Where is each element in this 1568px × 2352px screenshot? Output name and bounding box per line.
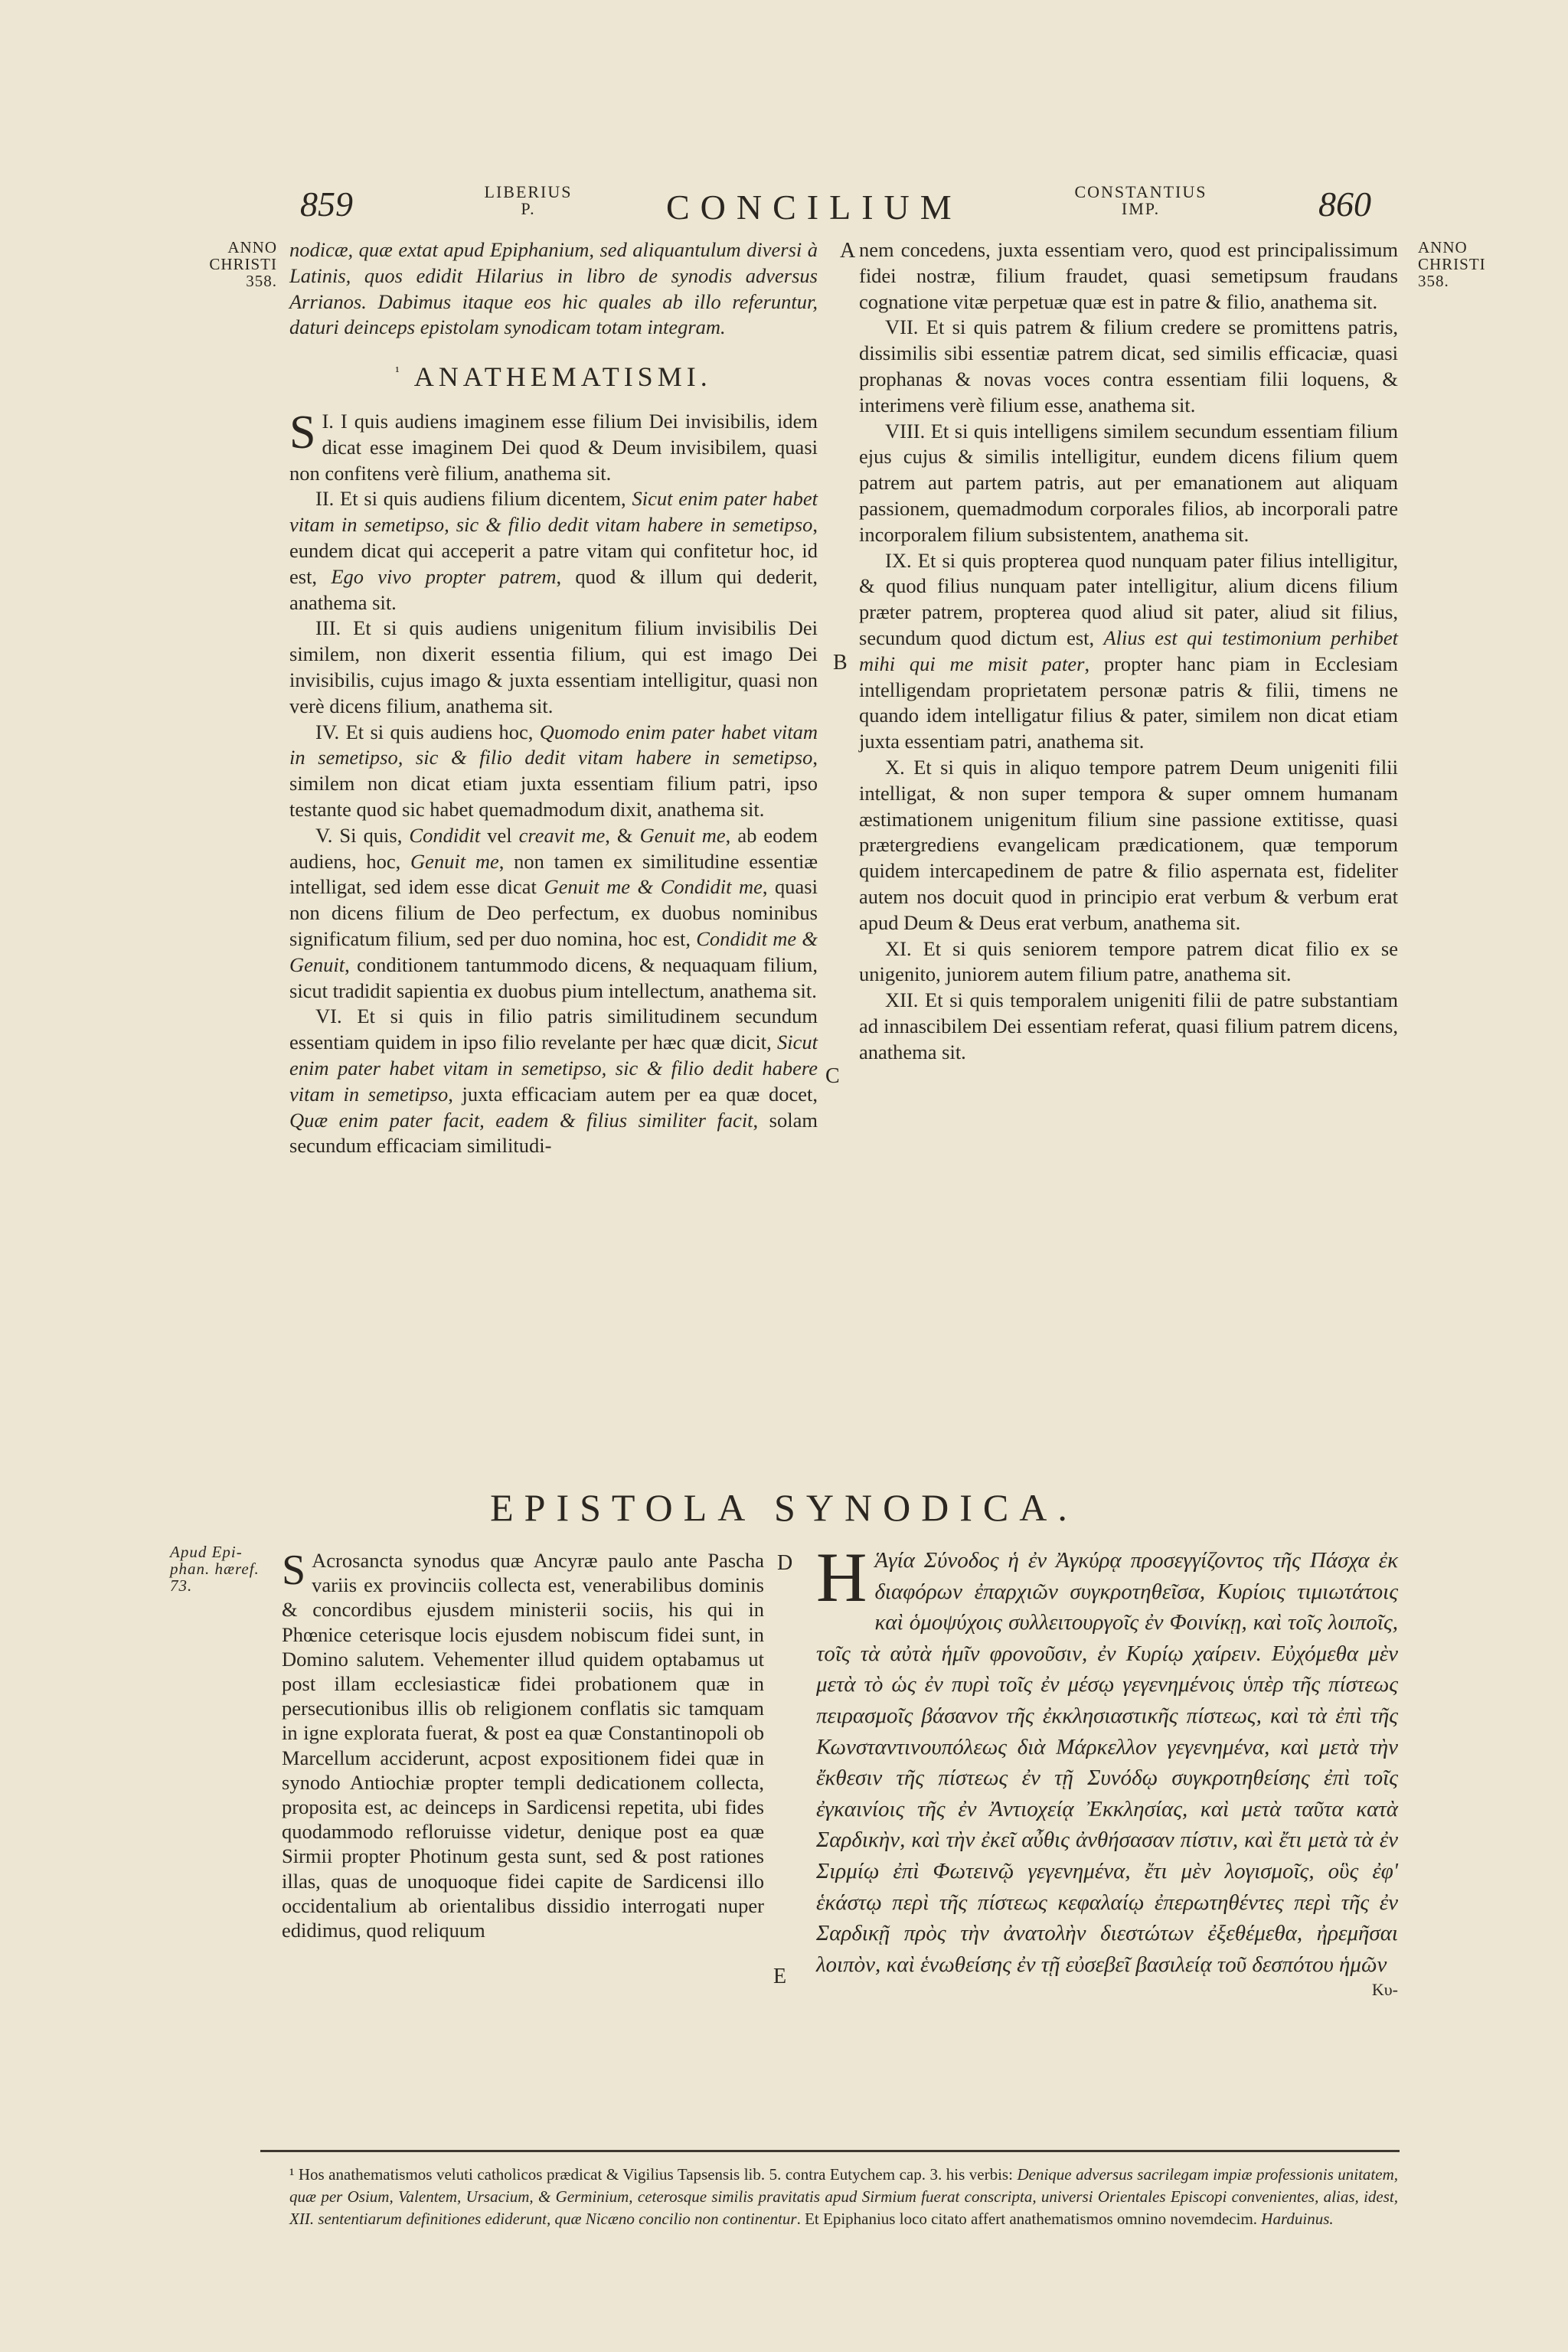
margin-year-right-year: 358. [1418, 272, 1449, 290]
margin-apud-note [170, 1544, 277, 1594]
anathematism-2-text-c: , quod & illum qui dederit, anathema sit. [289, 564, 818, 614]
anathematism-11-text: Et si quis seniorem tempore patrem dicat filio ex se unigenito, juniorem autem filium patre, anathema sit. [859, 936, 1399, 986]
footnote [289, 2164, 1398, 2230]
a5-a: Si quis, [339, 823, 410, 847]
left-intro: nodicæ, quæ extat apud Epiphanium, sed aliquantulum diversi à Latinis, quos edidit Hilarius in libro de synodis adversus Arrianos. Dabimus itaque eos hic quales ab illo referuntur, daturi deinceps epistolam synodicam totam integram. [289, 238, 818, 339]
footnote-author: Harduinus. [1261, 2210, 1334, 2228]
a5-l: Condidit me & Genuit [289, 926, 818, 976]
drop-cap-s: S [289, 406, 316, 459]
anathematism-7 [859, 315, 1398, 418]
anathematism-4 [289, 720, 818, 823]
anathematism-8-num: VIII. [885, 419, 926, 443]
a9-b: Alius est qui testimonium perhibet mihi qui me misit pater [859, 626, 1398, 675]
margin-letter-d: D [777, 1551, 793, 1575]
anathematism-1-num: I. [322, 409, 334, 433]
anathematism-9-num: IX. [885, 548, 912, 572]
anathematism-2-text-a: Et si quis audiens filium dicentem, [340, 487, 632, 511]
anathematism-4-text-a: Et si quis audiens hoc, [345, 720, 540, 743]
footnote-text-b: . Et Epiphanius loco citato affert anathematismos omnino novemdecim. [796, 2210, 1262, 2228]
a5-b: Condidit [409, 823, 481, 847]
margin-letter-a: A [840, 239, 856, 263]
margin-year-left-christi: CHRISTI [209, 255, 277, 273]
footnote-text-a: ¹ Hos anathematismos veluti catholicos prædicat & Vigilius Tapsensis lib. 5. contra Eutychem cap. 3. his verbis: [289, 2165, 1018, 2184]
anathematism-4-text-b: , similem non dicat etiam juxta essentiam filium patri, ipso testante quod sic habet quemadmodum dixit, anathema sit. [289, 746, 818, 821]
anathematism-10-text: Et si quis in aliquo tempore patrem Deum unigeniti filii intelligat, & non super tempora & super omnem humanam æstimationem unigenitum filium sine passione extitisse, quasi prætergrediens evangelicam prædicationem, quæ temporum quidem intercapedinem de patre & filio aspernata est, fideliter autem nos docuit quod in principio erat verbum & verbum erat apud Deum & Deus erat verbum, anathema sit. [859, 755, 1398, 934]
anathematism-9 [859, 548, 1398, 755]
anathematism-12-text: Et si quis temporalem unigeniti filii de patre substantiam ad innascibilem Dei essentiam referat, quasi filium patrem dicens, anathema sit. [859, 988, 1398, 1063]
anathematism-3-num: III. [315, 616, 341, 640]
anathematism-2 [289, 486, 818, 616]
anathematism-5 [289, 823, 818, 1004]
anathematism-12-num: XII. [885, 988, 919, 1012]
epistola-greek-body: Ἁγία Σύνοδος ἡ ἐν Ἀγκύρᾳ προσεγγίζοντος τῆς Πάσχα ἐκ διαφόρων ἐπαρχιῶν συγκροτηθεῖσα, Κυρίοις τιμιωτάτοις καὶ ὁμοψύχοις συλλειτουργοῖς ἐν Φοινίκῃ, καὶ τοῖς λοιποῖς, τοῖς τὰ αὐτὰ ἡμῖν φρονοῦσιν, ἐν Κυρίῳ χαίρειν. Εὐχόμεθα μὲν μετὰ τὸ ὡς ἐν πυρὶ τοῖς ἐν μέσῳ γεγενημένοις ὑπὲρ τῆς πίστεως πειρασμοῖς βάσανον τῆς ἐκκλησιαστικῆς πίστεως, καὶ τὰ ἐπὶ τῆς Κωνσταντινουπόλεως διὰ Μάρκελλον γεγενημένα, καὶ μετὰ τὴν ἔκθεσιν τῆς πίστεως ἐν τῇ Συνόδῳ συγκροτηθείσης ἐπὶ τοῖς ἐγκαινίοις τῆς ἐν Ἀντιοχείᾳ Ἐκκλησίας, καὶ μετὰ ταῦτα κατὰ Σαρδικὴν, καὶ τὴν ἐκεῖ αὖθις ἀνθήσασαν πίστιν, καὶ ἔτι μετὰ τὰ ἐν Σιρμίῳ ἐπὶ Φωτεινῷ γεγενημένα, ἔτι μὲν λογισμοῖς, οὓς ἐφ' ἑκάστῳ περὶ τῆς πίστεως κεφαλαίῳ ἐπερωτηθέντες περὶ τῆς ἐν Σαρδικῇ πρὸς τὴν ἀνατολὴν διεστώτων ἐξεθέμεθα, ἠρεμῆσαι λοιπὸν, καὶ ἑνωθείσης ἐν τῇ εὐσεβεῖ βασιλείᾳ τοῦ δεσπότου ἡμῶν [816, 1548, 1398, 1977]
page-number-left: 859 [300, 185, 353, 224]
drop-cap-s-epistola: S [282, 1547, 306, 1594]
epistola-title: EPISTOLA SYNODICA. [490, 1486, 1078, 1529]
footnote-quote: Denique adversus sacrilegam impiæ professionis unitatem, quæ per Osium, Valentem, Ursacium, & Germinium, ceterosque similis pravitatis apud Sirmium fuerat conscripta, universi Orientales Episcopi convenientes, alias, idest, XII. sententiarum definitiones ediderunt, quæ Nicæno concilio non continentur [289, 2165, 1399, 2228]
margin-apud-line3: 73. [170, 1576, 193, 1595]
right-column [859, 237, 1398, 1066]
epistola-latin-body: Acrosancta synodus quæ Ancyræ paulo ante Pascha variis ex provinciis collecta est, venerabilibus dominis & concordibus ejusdem ministerii sociis, his qui in Phœnice ceterisque locis ejusdem nobiscum fidei sunt, in Domino salutem. Vehementer illud quidem optabamus ut post illam ecclesiasticæ fidei probationem quæ in persecutionibus illis ob religionem conflatis sic tamquam in igne explorata fuerat, & post ea quæ Constantinopoli ob Marcellum acciderunt, acpost expositionem fidei quæ in synodo Antiochiæ propter templi dedicationem collecta, proposita est, ac deinceps in Sardicensi repetita, ubi fides quodammodo refloruisse videtur, denique post ea quæ Sirmii propter Photinum gesta sunt, sed & post rationes illas, quas de unoquoque fidei capite de Sardicensi illo occidentalium ab orientalibus dissidio interrogati nuper edidimus, quod reliquum [282, 1549, 764, 1942]
anathematism-10-num: X. [885, 755, 905, 779]
a6-b: Sicut enim pater habet vitam in semetipso, sic & filio dedit habere vitam in semetipso [289, 1031, 818, 1106]
margin-year-left-anno: ANNO [227, 238, 277, 256]
anathematism-2-text-b: , eundem dicat qui acceperit a patre vitam qui confitetur hoc, id est, [289, 513, 818, 588]
anathematism-1-text: I quis audiens imaginem esse filium Dei invisibilis, idem dicat esse imaginem Dei quod & Deum invisibilem, quasi non confitens verè filium, anathema sit. [289, 409, 818, 485]
epistola-latin [282, 1548, 764, 1942]
anathematism-7-num: VII. [885, 315, 919, 339]
running-head-right-line1: CONSTANTIUS [1074, 182, 1207, 201]
anathematism-5-num: V. [315, 823, 333, 847]
drop-cap-eta: Η [816, 1538, 867, 1616]
anathematismi-heading [289, 359, 818, 393]
anathematism-6-cont: nem concedens, juxta essentiam vero, quod est principalissimum fidei nostræ, filium fraudet, quasi semetipsum fraudans cognatione vitæ perpetuæ quæ est in patre & filio, anathema sit. [859, 238, 1398, 313]
margin-year-right [1418, 239, 1502, 289]
running-head-left-line1: LIBERIUS [484, 182, 573, 201]
a5-g: , ab eodem audiens, hoc, [289, 823, 818, 873]
anathematism-6-num: VI. [315, 1004, 342, 1028]
epistola-latin-text [282, 1548, 764, 1942]
anathematism-4-quote: Quomodo enim pater habet vitam in semetipso, sic & filio dedit vitam habere in semetipso [289, 720, 818, 769]
anathematism-8 [859, 419, 1398, 548]
a5-m: , conditionem tantummodo dicens, & nequaquam filium, sicut tradidit sapientia ex duobus pium intellectum, anathema sit. [289, 952, 818, 1002]
anathematism-2-quote-b: Ego vivo propter patrem [331, 564, 557, 588]
a5-d: creavit me [518, 823, 606, 847]
epistola-greek [816, 1538, 1398, 2000]
a5-j: Genuit me & Condidit me [544, 875, 763, 899]
anathematism-7-text: Et si quis patrem & filium credere se promittens patris, dissimilis sibi essentiæ patrem dicat, sed similis efficaciæ, quasi prophanas & novas voces contra essentiam filii loquens, & interimens verè filium esse, anathema sit. [859, 315, 1399, 416]
running-head-right [1049, 184, 1233, 217]
catchword: Κυ- [1371, 1980, 1398, 2000]
a5-c: vel [480, 823, 519, 847]
a5-k: , quasi non dicens filium de Deo perfectum, ex duobus nominibus significatum filium, sed per duo nomina, hoc est, [289, 875, 818, 950]
running-title: CONCILIUM [666, 188, 962, 227]
a5-i: , non tamen ex similitudine essentiæ intelligat, sed idem esse dicat [289, 849, 818, 899]
running-head-left [459, 184, 597, 217]
anathematism-1 [289, 406, 818, 486]
margin-year-right-christi: CHRISTI [1418, 255, 1486, 273]
margin-apud-line2: phan. hæref. [170, 1560, 260, 1578]
a6-a: Et si quis in filio patris similitudinem secundum essentiam quidem in ipso filio revelante per hæc quæ dicit, [289, 1004, 818, 1054]
anathematism-11 [859, 936, 1398, 988]
page-number-right: 860 [1318, 185, 1371, 224]
anathematism-3-text: Et si quis audiens unigenitum filium invisibilis Dei similem, non dixerit essentia filium, qui est imago Dei invisibilis, cujus imago & juxta essentiam intelligitur, quasi non verè dicens filium, anathema sit. [289, 616, 818, 717]
a9-c: , propter hanc piam in Ecclesiam intelligendam proprietatem personæ patris & filii, timens ne quando idem intelligatur filius & pater, similem non dicat etiam juxta essentiam patri, anathema sit. [859, 652, 1398, 753]
anathematism-12 [859, 988, 1398, 1065]
margin-apud-line1: Apud Epi- [170, 1543, 243, 1561]
anathematism-2-quote-a: Sicut enim pater habet vitam in semetipso, sic & filio dedit vitam habere in semetipso [289, 487, 818, 537]
a5-f: Genuit me [639, 823, 726, 847]
margin-letter-c: C [825, 1064, 840, 1088]
a6-e: , solam secundum efficaciam similitudi- [289, 1108, 818, 1158]
a5-h: Genuit me [410, 849, 499, 873]
margin-year-left [178, 239, 277, 289]
epistola-greek-text [816, 1538, 1398, 1980]
heading-footnote-mark: ¹ [395, 364, 404, 380]
anathematism-8-text: Et si quis intelligens similem secundum essentiam filium ejus cujus & similis intelligitur, eundem dicens filium quem patrem aut partem patris, aut per emanationem aut aliquam passionem, quemadmodum corporales filios, ab incorporali patre incorporalem filium subsistentem, anathema sit. [859, 419, 1398, 546]
anathematism-10 [859, 755, 1398, 936]
margin-year-left-year: 358. [246, 272, 277, 290]
anathematism-6 [289, 1004, 818, 1159]
margin-letter-e: E [773, 1965, 787, 1988]
anathematism-2-num: II. [315, 487, 335, 511]
margin-letter-b: B [833, 651, 848, 675]
left-column [289, 237, 818, 1159]
running-head-left-line2: P. [521, 199, 536, 218]
anathematism-3 [289, 616, 818, 719]
margin-year-right-anno: ANNO [1418, 238, 1468, 256]
anathematism-4-num: IV. [315, 720, 340, 743]
a6-c: , juxta efficaciam autem per ea quæ docet, [448, 1082, 818, 1106]
footnote-rule [260, 2150, 1400, 2152]
a6-d: Quæ enim pater facit, eadem & filius similiter facit [289, 1108, 753, 1132]
a9-a: Et si quis propterea quod nunquam pater filius intelligitur, & quod filius nunquam pater intelligitur, alium dicens filium præter patrem, propterea quod aliud sit pater, aliud sit filius, secundum quod dictum est, [859, 548, 1399, 649]
anathematismi-title: ANATHEMATISMI. [413, 361, 712, 393]
a5-e: , & [605, 823, 640, 847]
running-head-right-line2: IMP. [1121, 199, 1161, 218]
anathematism-11-num: XI. [885, 936, 912, 960]
